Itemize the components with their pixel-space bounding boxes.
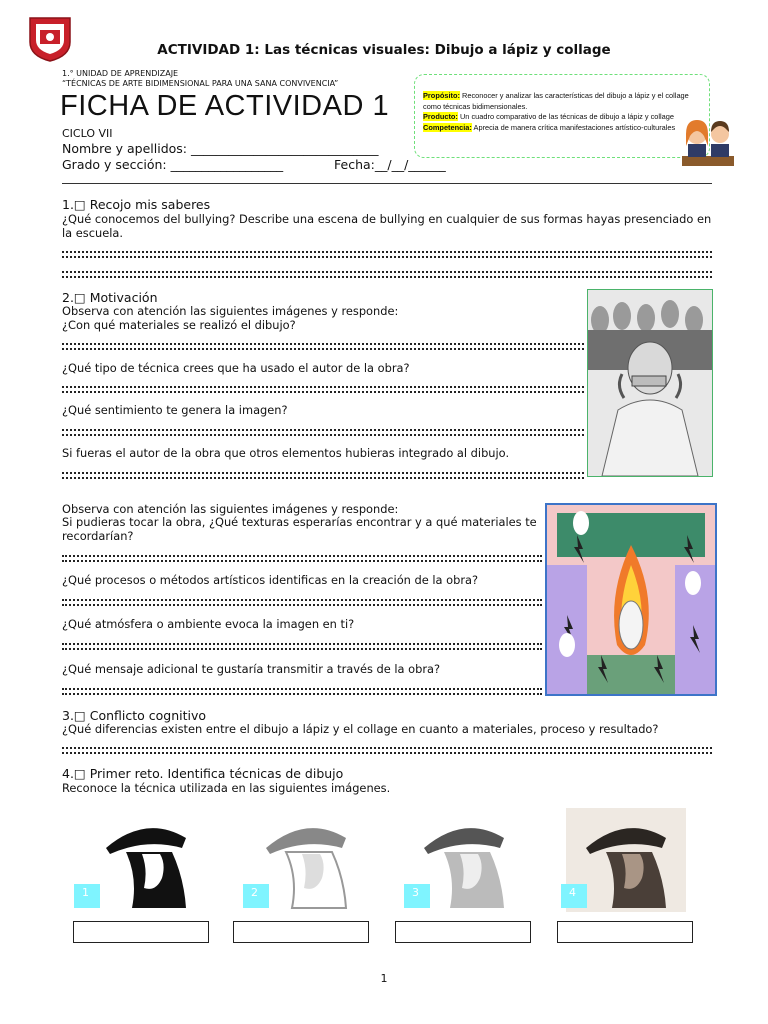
- answer-line[interactable]: [62, 643, 542, 650]
- product-label: Producto:: [423, 112, 458, 121]
- question-atmosphere: ¿Qué atmósfera o ambiente evoca la imagen en ti?: [62, 617, 355, 631]
- section4-heading: 4.□ Primer reto. Identifica técnicas de dibujo: [62, 766, 344, 781]
- answer-line[interactable]: [62, 386, 584, 393]
- collage-image: [545, 503, 717, 696]
- answer-line[interactable]: [62, 688, 542, 695]
- question-feeling: ¿Qué sentimiento te genera la imagen?: [62, 403, 288, 417]
- question-processes: ¿Qué procesos o métodos artísticos identificas en la creación de la obra?: [62, 573, 479, 587]
- section3-question: ¿Qué diferencias existen entre el dibujo a lápiz y el collage en cuanto a materiales, proceso y resultado?: [62, 722, 659, 736]
- question-elements: Si fueras el autor de la obra que otros elementos hubieras integrado al dibujo.: [62, 446, 510, 460]
- competence-row: [423, 123, 703, 134]
- unit-line-1: 1.° UNIDAD DE APRENDIZAJE: [62, 69, 179, 78]
- section2-intro: Observa con atención las siguientes imágenes y responde:: [62, 304, 399, 318]
- purpose-box: [414, 74, 710, 158]
- answer-line[interactable]: [62, 343, 584, 350]
- section2-intro-2: Observa con atención las siguientes imágenes y responde:: [62, 502, 399, 516]
- section1-heading: 1.□ Recojo mis saberes: [62, 197, 211, 212]
- hat-figure-image-1: [86, 808, 206, 912]
- answer-line[interactable]: [62, 271, 712, 278]
- purpose-text: Reconocer y analizar las características del dibujo a lápiz y el collage como técnicas bidimensionales.: [423, 91, 689, 111]
- page-title: ACTIVIDAD 1: Las técnicas visuales: Dibujo a lápiz y collage: [157, 42, 611, 58]
- section1-question: ¿Qué conocemos del bullying? Describe una escena de bullying en cualquier de sus formas hayas presenciado en la escuela.: [62, 212, 712, 240]
- answer-line[interactable]: [62, 472, 584, 479]
- name-field[interactable]: Nombre y apellidos: ______________________________: [62, 141, 379, 156]
- section2-heading: 2.□ Motivación: [62, 290, 158, 305]
- pencil-drawing-image: [587, 289, 713, 477]
- image-number-3: 3: [404, 884, 430, 908]
- competence-text: Aprecia de manera crítica manifestaciones artístico-culturales: [473, 122, 676, 132]
- unit-line-2: “TÉCNICAS DE ARTE BIDIMENSIONAL PARA UNA SANA CONVIVENCIA”: [62, 79, 339, 88]
- page-number: 1: [380, 972, 388, 985]
- answer-line[interactable]: [62, 599, 542, 606]
- students-icon: [680, 112, 736, 168]
- answer-box-4[interactable]: [557, 921, 693, 943]
- section4-instruction: Reconoce la técnica utilizada en las siguientes imágenes.: [62, 781, 391, 795]
- image-number-4: 4: [561, 884, 587, 908]
- answer-line[interactable]: [62, 251, 712, 258]
- image-number-1: 1: [74, 884, 100, 908]
- unit-heading: [62, 69, 338, 89]
- question-message: ¿Qué mensaje adicional te gustaría transmitir a través de la obra?: [62, 662, 441, 676]
- image-number-2: 2: [243, 884, 269, 908]
- purpose-row: [423, 91, 703, 112]
- answer-box-2[interactable]: [233, 921, 369, 943]
- product-text: Un cuadro comparativo de las técnicas de dibujo a lápiz y collage: [459, 112, 675, 121]
- section3-heading: 3.□ Conflicto cognitivo: [62, 708, 207, 723]
- answer-box-1[interactable]: [73, 921, 209, 943]
- answer-line[interactable]: [62, 555, 542, 562]
- competence-label: Competencia:: [423, 122, 472, 132]
- product-row: [423, 112, 703, 123]
- answer-line[interactable]: [62, 747, 712, 754]
- ficha-title: FICHA DE ACTIVIDAD 1: [60, 90, 390, 122]
- question-technique: ¿Qué tipo de técnica crees que ha usado el autor de la obra?: [62, 361, 410, 375]
- purpose-label: Propósito:: [423, 91, 460, 100]
- question-materials: ¿Con qué materiales se realizó el dibujo?: [62, 318, 296, 332]
- header-divider: [62, 183, 712, 184]
- date-field[interactable]: Fecha:__/__/______: [334, 157, 446, 172]
- grade-field[interactable]: Grado y sección: __________________: [62, 157, 284, 172]
- answer-box-3[interactable]: [395, 921, 531, 943]
- answer-line[interactable]: [62, 429, 584, 436]
- ciclo-label: CICLO VII: [62, 127, 113, 140]
- question-textures: Si pudieras tocar la obra, ¿Qué texturas esperarías encontrar y a qué materiales te recordarían?: [62, 515, 537, 543]
